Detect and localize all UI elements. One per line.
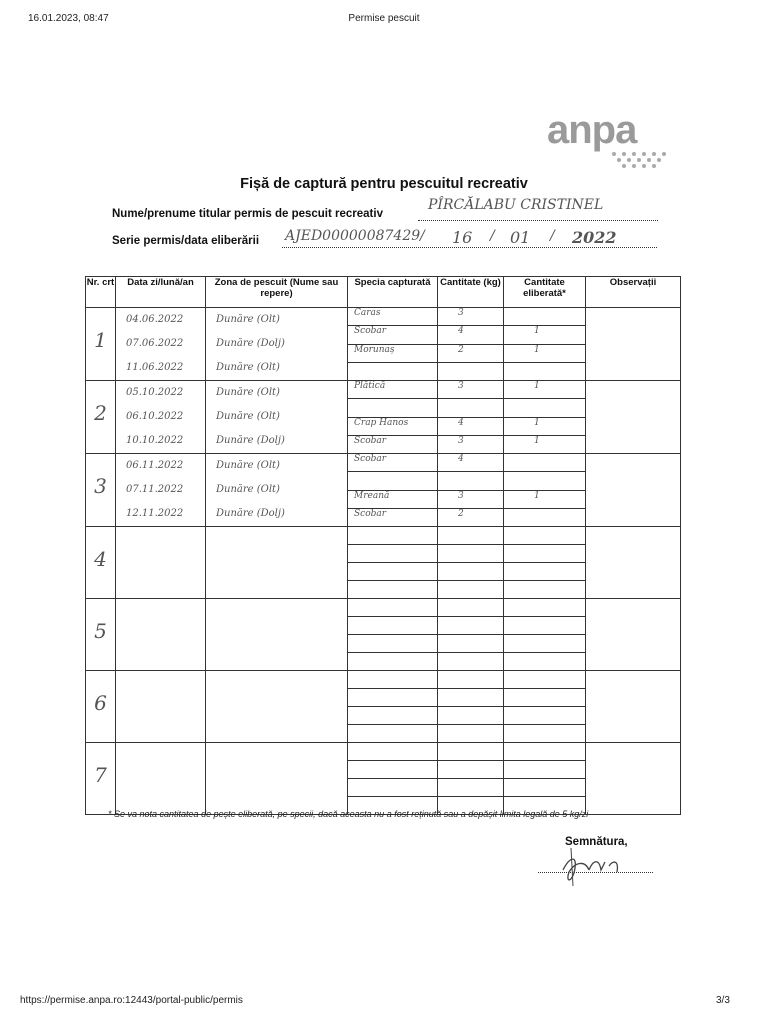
row-number: 6 xyxy=(94,691,107,715)
cell-zones xyxy=(206,743,348,815)
holder-dotted-line xyxy=(418,220,658,221)
quantity-value: 3 xyxy=(438,491,503,509)
quantity-value: 4 xyxy=(438,326,503,344)
row-number: 3 xyxy=(94,474,107,498)
released-value xyxy=(504,779,585,797)
cell-qty xyxy=(438,599,504,671)
released-value xyxy=(504,563,585,581)
released-value: 1 xyxy=(504,345,585,363)
quantity-value: 4 xyxy=(438,418,503,436)
quantity-value xyxy=(438,399,503,417)
cell-dates xyxy=(116,743,206,815)
cell-qty xyxy=(438,743,504,815)
cell-observatii xyxy=(586,599,681,671)
released-value xyxy=(504,761,585,779)
species-value: Caras xyxy=(348,308,437,326)
cell-released xyxy=(504,599,586,671)
cell-nr xyxy=(86,671,116,743)
released-value xyxy=(504,472,585,490)
cell-dates xyxy=(116,527,206,599)
footnote: * Se va nota cantitatea de pește eliberată, pe specii, dacă aceasta nu a fost reținută sau a depășit limita legală de 5 kg/zi xyxy=(108,809,589,819)
catch-date: 11.06.2022 xyxy=(126,362,184,373)
quantity-value xyxy=(438,653,503,670)
cell-nr xyxy=(86,527,116,599)
quantity-value: 3 xyxy=(438,308,503,326)
serie-label: Serie permis/data eliberării xyxy=(112,235,260,247)
released-value: 1 xyxy=(504,491,585,509)
species-value xyxy=(348,599,437,617)
released-value xyxy=(504,399,585,417)
cell-zones xyxy=(206,381,348,454)
header-zona: Zona de pescuit (Nume sau repere) xyxy=(206,277,348,308)
cell-observatii xyxy=(586,308,681,381)
species-value xyxy=(348,635,437,653)
species-value: Plătică xyxy=(348,381,437,399)
cell-species xyxy=(348,454,438,527)
quantity-value xyxy=(438,761,503,779)
table-row xyxy=(86,527,681,599)
released-value xyxy=(504,363,585,380)
print-timestamp: 16.01.2023, 08:47 xyxy=(28,13,109,24)
cell-observatii xyxy=(586,527,681,599)
cell-nr xyxy=(86,599,116,671)
cell-dates xyxy=(116,454,206,527)
catch-table xyxy=(85,276,681,815)
serie-year: 2022 xyxy=(572,228,617,247)
fishing-zone: Dunăre (Olt) xyxy=(216,314,280,325)
released-value xyxy=(504,617,585,635)
species-value xyxy=(348,761,437,779)
quantity-value xyxy=(438,779,503,797)
cell-qty xyxy=(438,527,504,599)
cell-dates xyxy=(116,599,206,671)
released-value xyxy=(504,635,585,653)
cell-species xyxy=(348,527,438,599)
species-value: Crap Hanos xyxy=(348,418,437,436)
header-nr: Nr. crt xyxy=(86,277,116,308)
species-value xyxy=(348,707,437,725)
row-number: 4 xyxy=(94,547,107,571)
cell-species xyxy=(348,308,438,381)
species-value xyxy=(348,472,437,490)
released-value xyxy=(504,671,585,689)
quantity-value xyxy=(438,743,503,761)
cell-nr xyxy=(86,454,116,527)
species-value: Scobar xyxy=(354,508,387,519)
cell-nr xyxy=(86,743,116,815)
table-row xyxy=(86,454,681,527)
species-value xyxy=(348,581,437,598)
quantity-value xyxy=(438,581,503,598)
cell-species xyxy=(348,381,438,454)
species-value xyxy=(348,399,437,417)
cell-observatii xyxy=(586,743,681,815)
species-value: Scobar xyxy=(348,454,437,472)
cell-species xyxy=(348,599,438,671)
print-page-count: 3/3 xyxy=(716,995,730,1006)
row-number: 5 xyxy=(94,619,107,643)
released-value xyxy=(504,581,585,598)
species-value xyxy=(348,617,437,635)
species-value xyxy=(348,743,437,761)
catch-date: 12.11.2022 xyxy=(126,508,184,519)
species-value xyxy=(348,527,437,545)
fishing-zone: Dunăre (Olt) xyxy=(216,460,280,471)
quantity-value xyxy=(438,671,503,689)
cell-qty xyxy=(438,381,504,454)
catch-date: 04.06.2022 xyxy=(126,314,184,325)
table-row xyxy=(86,671,681,743)
cell-qty xyxy=(438,308,504,381)
fishing-zone: Dunăre (Dolj) xyxy=(216,338,285,349)
quantity-value xyxy=(438,617,503,635)
released-value: 1 xyxy=(504,326,585,344)
species-value: Scobar xyxy=(348,326,437,344)
released-value xyxy=(504,509,585,526)
fishing-zone: Dunăre (Dolj) xyxy=(216,435,285,446)
species-value xyxy=(348,653,437,670)
table-row xyxy=(86,599,681,671)
fishing-zone: Dunăre (Olt) xyxy=(216,484,280,495)
form-title: Fișă de captură pentru pescuitul recreativ xyxy=(240,176,528,192)
row-number: 7 xyxy=(94,763,107,787)
cell-released xyxy=(504,381,586,454)
serie-number-handwritten: AJED00000087429 xyxy=(285,228,421,244)
species-value: Scobar xyxy=(354,435,387,446)
quantity-value: 2 xyxy=(458,508,464,519)
cell-released xyxy=(504,308,586,381)
header-cantitate: Cantitate (kg) xyxy=(438,277,504,308)
released-value xyxy=(504,707,585,725)
cell-zones xyxy=(206,599,348,671)
species-value: Mreană xyxy=(348,491,437,509)
cell-dates xyxy=(116,381,206,454)
cell-released xyxy=(504,671,586,743)
cell-nr xyxy=(86,381,116,454)
catch-date: 06.11.2022 xyxy=(126,460,184,471)
cell-zones xyxy=(206,671,348,743)
cell-released xyxy=(504,527,586,599)
fishing-zone: Dunăre (Olt) xyxy=(216,362,280,373)
catch-date: 06.10.2022 xyxy=(126,411,184,422)
print-url: https://permise.anpa.ro:12443/portal-public/permis xyxy=(20,995,243,1006)
released-value xyxy=(504,689,585,707)
species-value xyxy=(348,545,437,563)
cell-observatii xyxy=(586,671,681,743)
cell-qty xyxy=(438,454,504,527)
header-observatii: Observații xyxy=(586,277,681,308)
cell-observatii xyxy=(586,454,681,527)
cell-zones xyxy=(206,527,348,599)
quantity-value: 3 xyxy=(438,381,503,399)
catch-date: 07.11.2022 xyxy=(126,484,184,495)
released-value xyxy=(504,599,585,617)
cell-dates xyxy=(116,308,206,381)
header-eliberata: Cantitate eliberată* xyxy=(504,277,586,308)
quantity-value xyxy=(438,472,503,490)
quantity-value xyxy=(438,689,503,707)
cell-observatii xyxy=(586,381,681,454)
species-value xyxy=(348,779,437,797)
species-value xyxy=(348,725,437,742)
quantity-value xyxy=(438,725,503,742)
released-value: 1 xyxy=(504,418,585,436)
fishing-zone: Dunăre (Olt) xyxy=(216,411,280,422)
fish-pattern-icon xyxy=(608,150,668,170)
table-row xyxy=(86,743,681,815)
holder-name-handwritten: PÎRCĂLABU CRISTINEL xyxy=(428,197,604,213)
cell-qty xyxy=(438,671,504,743)
serie-month: 01 xyxy=(510,228,531,247)
table-row xyxy=(86,381,681,454)
serie-dotted-line xyxy=(282,247,657,248)
cell-dates xyxy=(116,671,206,743)
quantity-value: 4 xyxy=(438,454,503,472)
signature-label: Semnătura, xyxy=(565,836,628,848)
released-value xyxy=(504,454,585,472)
species-value xyxy=(348,671,437,689)
catch-date: 05.10.2022 xyxy=(126,387,184,398)
fishing-zone: Dunăre (Dolj) xyxy=(216,508,285,519)
catch-date: 07.06.2022 xyxy=(126,338,184,349)
species-value xyxy=(348,563,437,581)
fishing-zone: Dunăre (Olt) xyxy=(216,387,280,398)
cell-zones xyxy=(206,454,348,527)
holder-label: Nume/prenume titular permis de pescuit recreativ xyxy=(112,208,383,220)
quantity-value: 3 xyxy=(458,435,464,446)
serie-day: 16 xyxy=(452,228,473,247)
released-value xyxy=(504,527,585,545)
cell-released xyxy=(504,454,586,527)
print-page-title: Permise pescuit xyxy=(348,13,420,24)
table-header-row xyxy=(86,277,681,308)
catch-date: 10.10.2022 xyxy=(126,435,184,446)
anpa-logo: anpa xyxy=(547,108,637,152)
released-value: 1 xyxy=(534,435,540,446)
cell-nr xyxy=(86,308,116,381)
quantity-value xyxy=(438,545,503,563)
released-value xyxy=(504,308,585,326)
released-value xyxy=(504,545,585,563)
quantity-value xyxy=(438,635,503,653)
cell-species xyxy=(348,671,438,743)
row-number: 1 xyxy=(94,328,107,352)
quantity-value xyxy=(438,563,503,581)
released-value xyxy=(504,653,585,670)
species-value: Morunaș xyxy=(348,345,437,363)
species-value xyxy=(348,689,437,707)
signature-scribble xyxy=(555,840,635,890)
released-value xyxy=(504,725,585,742)
row-number: 2 xyxy=(94,401,107,425)
header-specia: Specia capturată xyxy=(348,277,438,308)
cell-species xyxy=(348,743,438,815)
quantity-value xyxy=(438,527,503,545)
quantity-value: 2 xyxy=(438,345,503,363)
released-value: 1 xyxy=(504,381,585,399)
species-value xyxy=(348,363,437,380)
released-value xyxy=(504,743,585,761)
cell-released xyxy=(504,743,586,815)
quantity-value xyxy=(438,363,503,380)
table-row xyxy=(86,308,681,381)
quantity-value xyxy=(438,599,503,617)
header-data: Data zi/lună/an xyxy=(116,277,206,308)
quantity-value xyxy=(438,707,503,725)
cell-zones xyxy=(206,308,348,381)
